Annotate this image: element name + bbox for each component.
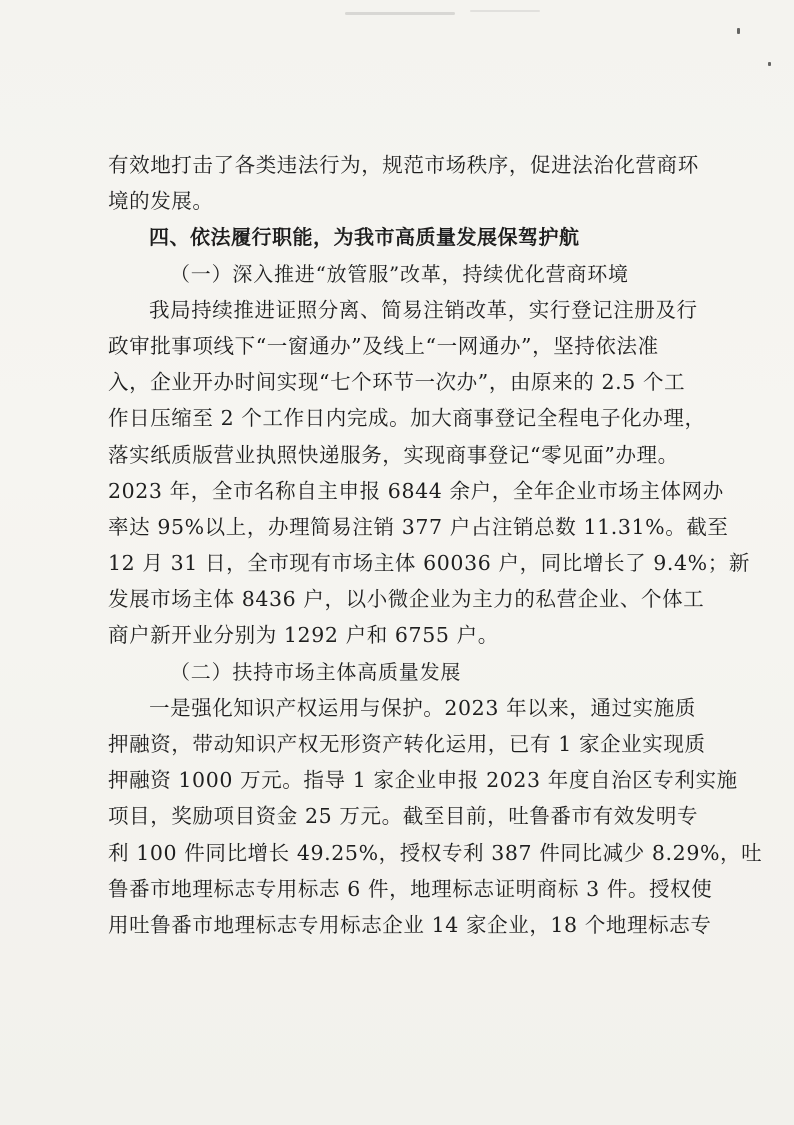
- body-line: 率达 95%以上，办理简易注销 377 户占注销总数 11.31%。截至: [108, 514, 729, 539]
- body-line: 落实纸质版营业执照快递服务，实现商事登记“零见面”办理。: [108, 442, 679, 467]
- body-line: 用吐鲁番市地理标志专用标志企业 14 家企业，18 个地理标志专: [108, 912, 712, 937]
- body-line: 押融资，带动知识产权无形资产转化运用，已有 1 家企业实现质: [108, 732, 706, 756]
- body-line: 鲁番市地理标志专用标志 6 件，地理标志证明商标 3 件。授权使: [108, 876, 713, 901]
- subsection-heading: （一）深入推进“放管服”改革，持续优化营商环境: [170, 261, 629, 286]
- body-line: 政审批事项线下“一窗通办”及线上“一网通办”，坚持依法准: [108, 333, 659, 358]
- body-line: 商户新开业分别为 1292 户和 6755 户。: [108, 623, 499, 648]
- body-line: 2023 年，全市名称自主申报 6844 余户，全年企业市场主体网办: [108, 478, 724, 503]
- body-line: 押融资 1000 万元。指导 1 家企业申报 2023 年度自治区专利实施: [108, 768, 738, 793]
- body-line: 有效地打击了各类违法行为，规范市场秩序，促进法治化营商环: [108, 153, 699, 177]
- body-line: 境的发展。: [108, 189, 214, 214]
- subsection-heading: （二）扶持市场主体高质量发展: [170, 659, 462, 684]
- paragraph-start-line: 我局持续推进证照分离、简易注销改革，实行登记注册及行: [149, 297, 698, 322]
- body-line: 入，企业开办时间实现“七个环节一次办”，由原来的 2.5 个工: [108, 370, 686, 395]
- scan-artifact: [345, 12, 455, 15]
- scan-dot: [768, 62, 771, 66]
- document-body: [108, 147, 763, 943]
- body-line: 12 月 31 日，全市现有市场主体 60036 户，同比增长了 9.4%；新: [108, 551, 750, 576]
- body-line: 作日压缩至 2 个工作日内完成。加大商事登记全程电子化办理，: [108, 406, 706, 431]
- body-line: 项目，奖励项目资金 25 万元。截至目前，吐鲁番市有效发明专: [108, 804, 699, 829]
- section-heading: 四、依法履行职能，为我市高质量发展保驾护航: [149, 225, 580, 250]
- body-line: 发展市场主体 8436 户，以小微企业为主力的私营企业、个体工: [108, 587, 705, 612]
- body-line: 利 100 件同比增长 49.25%，授权专利 387 件同比减少 8.29%，吐: [108, 840, 763, 865]
- paragraph-start-line: 一是强化知识产权运用与保护。2023 年以来，通过实施质: [149, 695, 696, 720]
- scan-dot: [737, 28, 740, 34]
- scan-artifact: [470, 10, 540, 12]
